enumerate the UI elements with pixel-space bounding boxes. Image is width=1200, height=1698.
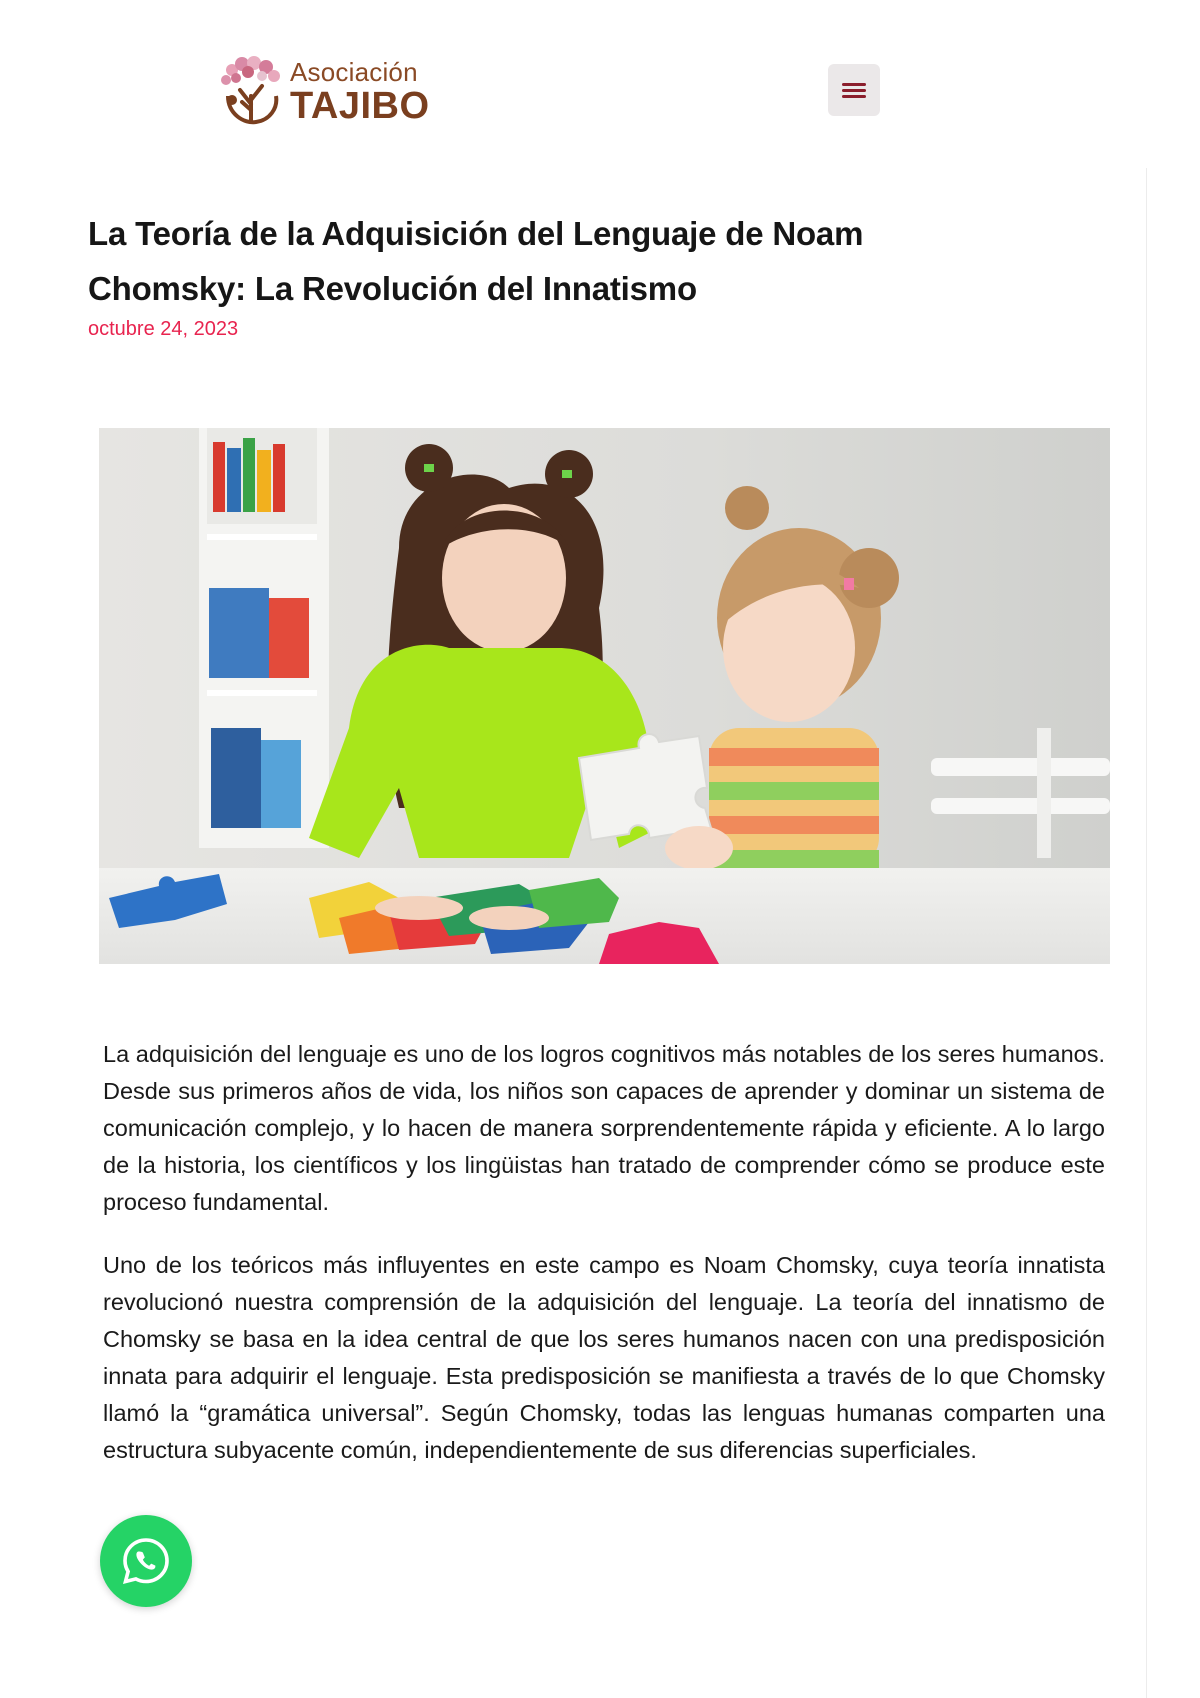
article-body [103,1036,1105,1495]
children-puzzle-illustration [99,428,1110,964]
whatsapp-chat-button[interactable] [100,1515,192,1607]
site-logo[interactable] [218,56,430,128]
tajibo-tree-logo-icon [218,56,284,128]
logo-line-1: Asociación [290,57,418,87]
logo-text [290,59,430,125]
article-paragraph: Uno de los teóricos más influyentes en este campo es Noam Chomsky, cuya teoría innatista revolucionó nuestra comprensión de la adquisición del lenguaje. La teoría del innatismo de Chomsky se basa en la idea central de que los seres humanos nacen con una predisposición innata para adquirir el lenguaje. Esta predisposición se manifiesta a través de lo que Chomsky llamó la “gramática universal”. Según Chomsky, todas las lenguas humanas comparten una estructura subyacente común, independientemente de sus diferencias superficiales. [103,1252,1105,1463]
featured-image [99,428,1110,964]
page-title: La Teoría de la Adquisición del Lenguaje de Noam Chomsky: La Revolución del Innatismo [88,215,864,307]
site-header [0,0,1200,150]
article-paragraph: La adquisición del lenguaje es uno de los logros cognitivos más notables de los seres humanos. Desde sus primeros años de vida, los niños son capaces de aprender y dominar un sistema de comunicación complejo, y lo hacen de manera sorprendentemente rápida y eficiente. A lo largo de la historia, los científicos y los lingüistas han tratado de comprender cómo se produce este proceso fundamental. [103,1041,1105,1215]
whatsapp-icon [120,1535,172,1587]
post-date[interactable]: octubre 24, 2023 [88,318,239,340]
hamburger-icon [842,81,866,99]
menu-toggle-button[interactable] [828,64,880,116]
logo-line-2: TAJIBO [290,85,430,127]
content-divider [1146,168,1147,1698]
